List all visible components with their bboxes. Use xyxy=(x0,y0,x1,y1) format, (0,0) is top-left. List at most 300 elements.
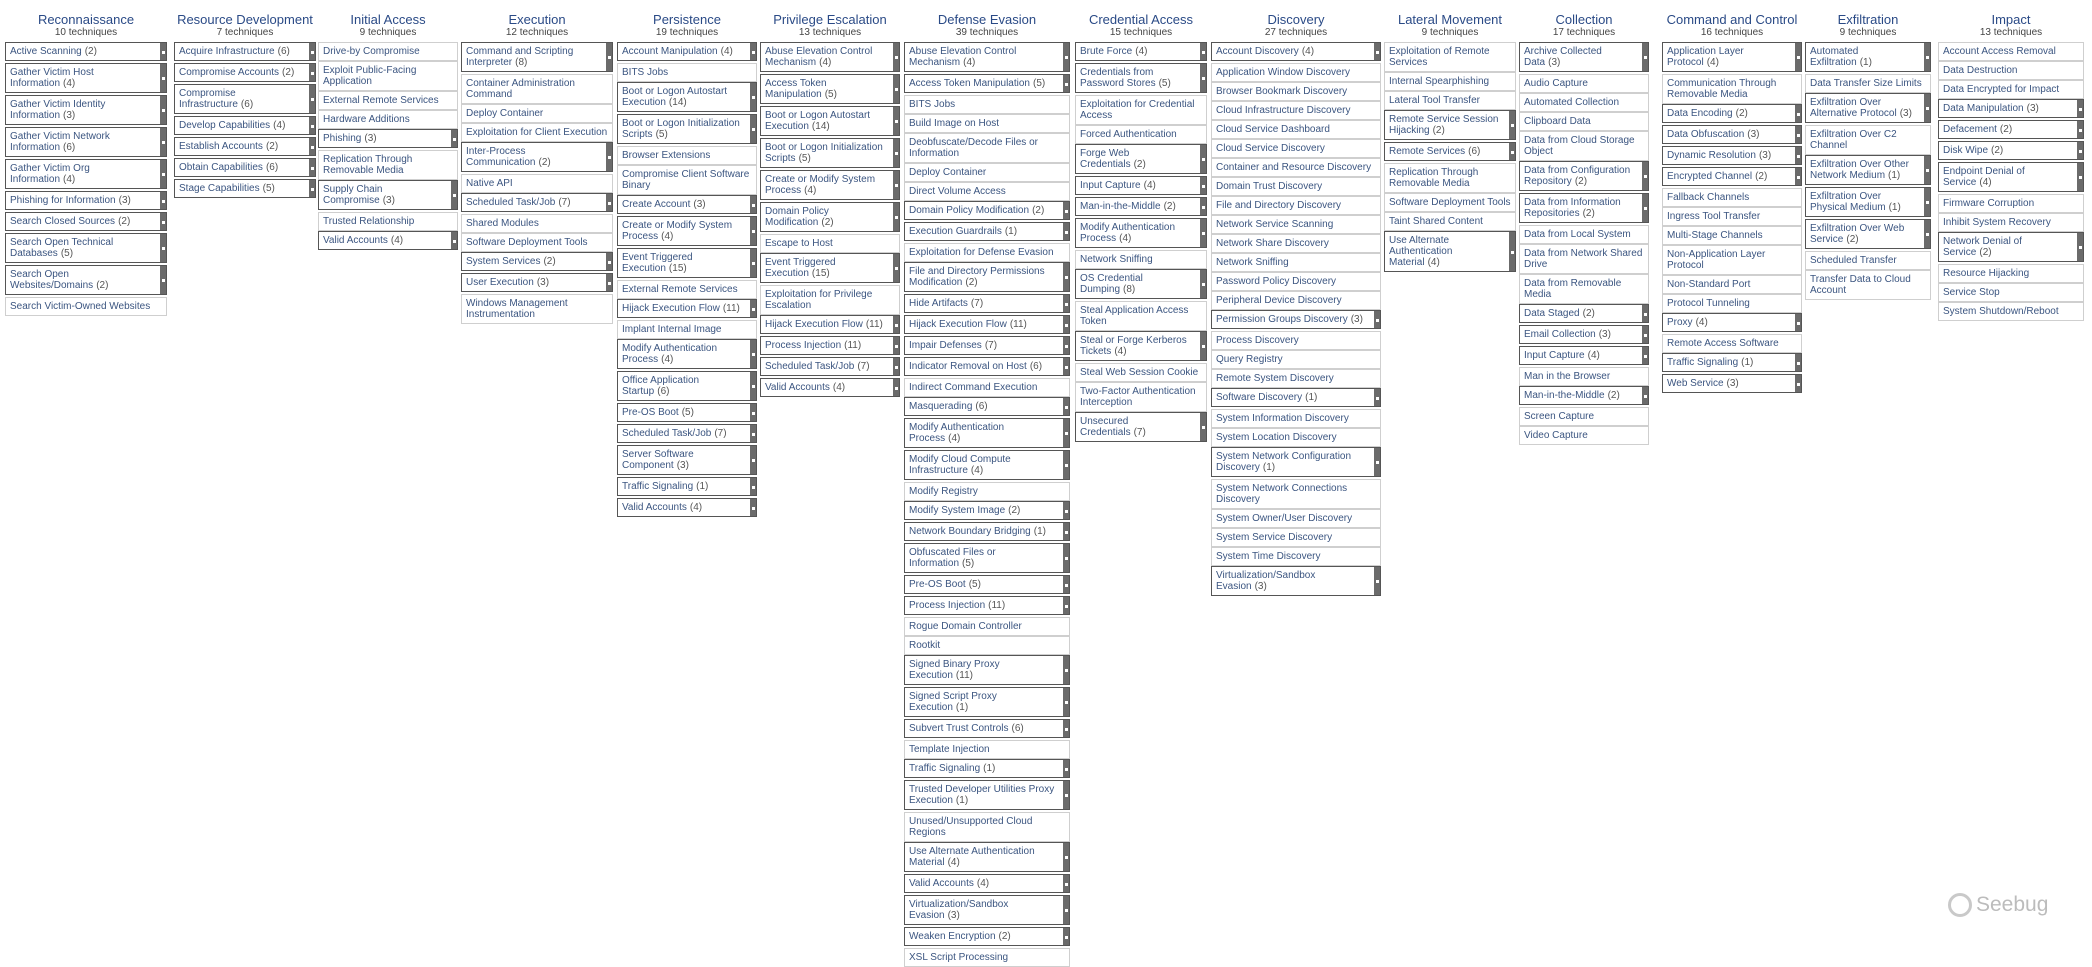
expand-subtechniques-handle[interactable] xyxy=(606,42,613,72)
technique-cell[interactable] xyxy=(1519,42,1649,72)
technique-cell[interactable] xyxy=(1938,141,2084,160)
technique-cell[interactable] xyxy=(1211,253,1381,272)
expand-subtechniques-handle[interactable] xyxy=(2077,162,2084,192)
tactic-name[interactable]: Command and Control xyxy=(1666,12,1798,27)
technique-cell[interactable] xyxy=(1805,155,1931,185)
technique-cell[interactable] xyxy=(904,114,1070,133)
technique-cell[interactable] xyxy=(1211,409,1381,428)
technique-cell[interactable] xyxy=(1938,213,2084,232)
technique-cell[interactable] xyxy=(1938,120,2084,139)
expand-subtechniques-handle[interactable] xyxy=(1374,42,1381,61)
expand-subtechniques-handle[interactable] xyxy=(160,63,167,93)
expand-subtechniques-handle[interactable] xyxy=(750,339,757,369)
technique-cell[interactable] xyxy=(1938,283,2084,302)
technique-cell[interactable] xyxy=(1384,163,1516,193)
technique-cell[interactable] xyxy=(904,201,1070,220)
technique-cell[interactable] xyxy=(904,596,1070,615)
tactic-name[interactable]: Credential Access xyxy=(1088,12,1194,27)
technique-cell[interactable] xyxy=(1938,232,2084,262)
expand-subtechniques-handle[interactable] xyxy=(1063,522,1070,541)
technique-cell[interactable] xyxy=(617,42,757,61)
technique-cell[interactable] xyxy=(760,202,900,232)
technique-cell[interactable] xyxy=(1211,215,1381,234)
expand-subtechniques-handle[interactable] xyxy=(1063,418,1070,448)
technique-cell[interactable] xyxy=(1938,42,2084,61)
technique-cell[interactable] xyxy=(617,114,757,144)
expand-subtechniques-handle[interactable] xyxy=(1642,325,1649,344)
technique-cell[interactable] xyxy=(318,110,458,129)
technique-cell[interactable] xyxy=(904,780,1070,810)
technique-cell[interactable] xyxy=(1519,93,1649,112)
expand-subtechniques-handle[interactable] xyxy=(2077,120,2084,139)
technique-cell[interactable] xyxy=(904,294,1070,313)
expand-subtechniques-handle[interactable] xyxy=(1200,176,1207,195)
expand-subtechniques-handle[interactable] xyxy=(606,142,613,172)
tactic-name[interactable]: Persistence xyxy=(653,12,721,27)
technique-cell[interactable] xyxy=(904,74,1070,93)
technique-cell[interactable] xyxy=(1805,125,1931,155)
technique-cell[interactable] xyxy=(1805,270,1931,300)
expand-subtechniques-handle[interactable] xyxy=(606,273,613,292)
expand-subtechniques-handle[interactable] xyxy=(160,233,167,263)
technique-cell[interactable] xyxy=(904,418,1070,448)
technique-cell[interactable] xyxy=(904,687,1070,717)
technique-cell[interactable] xyxy=(1519,74,1649,93)
technique-cell[interactable] xyxy=(760,357,900,376)
technique-cell[interactable] xyxy=(174,42,316,61)
technique-cell[interactable] xyxy=(5,265,167,295)
technique-cell[interactable] xyxy=(1211,509,1381,528)
technique-cell[interactable] xyxy=(5,63,167,93)
technique-cell[interactable] xyxy=(1211,428,1381,447)
technique-cell[interactable] xyxy=(904,397,1070,416)
technique-cell[interactable] xyxy=(1211,388,1381,407)
technique-cell[interactable] xyxy=(1938,194,2084,213)
technique-cell[interactable] xyxy=(904,378,1070,397)
technique-cell[interactable] xyxy=(1211,101,1381,120)
technique-cell[interactable] xyxy=(904,740,1070,759)
technique-cell[interactable] xyxy=(904,874,1070,893)
expand-subtechniques-handle[interactable] xyxy=(1924,187,1931,217)
technique-cell[interactable] xyxy=(1519,367,1649,386)
expand-subtechniques-handle[interactable] xyxy=(1924,93,1931,123)
expand-subtechniques-handle[interactable] xyxy=(451,129,458,148)
expand-subtechniques-handle[interactable] xyxy=(893,170,900,200)
technique-cell[interactable] xyxy=(904,262,1070,292)
technique-cell[interactable] xyxy=(5,212,167,231)
technique-cell[interactable] xyxy=(617,477,757,496)
technique-cell[interactable] xyxy=(5,233,167,263)
technique-cell[interactable] xyxy=(5,297,167,316)
technique-cell[interactable] xyxy=(1211,331,1381,350)
tactic-name[interactable]: Lateral Movement xyxy=(1397,12,1503,27)
technique-cell[interactable] xyxy=(1384,142,1516,161)
technique-cell[interactable] xyxy=(1384,193,1516,212)
technique-cell[interactable] xyxy=(174,179,316,198)
technique-cell[interactable] xyxy=(174,63,316,82)
technique-cell[interactable] xyxy=(318,42,458,61)
technique-cell[interactable] xyxy=(1662,226,1802,245)
expand-subtechniques-handle[interactable] xyxy=(1795,353,1802,372)
technique-cell[interactable] xyxy=(1519,112,1649,131)
technique-cell[interactable] xyxy=(904,927,1070,946)
technique-cell[interactable] xyxy=(904,482,1070,501)
technique-cell[interactable] xyxy=(1211,291,1381,310)
technique-cell[interactable] xyxy=(617,403,757,422)
expand-subtechniques-handle[interactable] xyxy=(1063,719,1070,738)
technique-cell[interactable] xyxy=(1075,412,1207,442)
technique-cell[interactable] xyxy=(174,116,316,135)
technique-cell[interactable] xyxy=(904,42,1070,72)
expand-subtechniques-handle[interactable] xyxy=(160,42,167,61)
technique-cell[interactable] xyxy=(904,243,1070,262)
technique-cell[interactable] xyxy=(617,339,757,369)
expand-subtechniques-handle[interactable] xyxy=(1200,42,1207,61)
expand-subtechniques-handle[interactable] xyxy=(1642,304,1649,323)
technique-cell[interactable] xyxy=(1075,363,1207,382)
technique-cell[interactable] xyxy=(1075,250,1207,269)
expand-subtechniques-handle[interactable] xyxy=(1200,218,1207,248)
expand-subtechniques-handle[interactable] xyxy=(1063,575,1070,594)
technique-cell[interactable] xyxy=(1805,187,1931,217)
technique-cell[interactable] xyxy=(1384,42,1516,72)
technique-cell[interactable] xyxy=(1075,63,1207,93)
expand-subtechniques-handle[interactable] xyxy=(1200,144,1207,174)
technique-cell[interactable] xyxy=(904,182,1070,201)
expand-subtechniques-handle[interactable] xyxy=(750,371,757,401)
technique-cell[interactable] xyxy=(318,150,458,180)
expand-subtechniques-handle[interactable] xyxy=(1063,895,1070,925)
expand-subtechniques-handle[interactable] xyxy=(893,138,900,168)
tactic-name[interactable]: Execution xyxy=(508,12,566,27)
technique-cell[interactable] xyxy=(904,895,1070,925)
technique-cell[interactable] xyxy=(904,315,1070,334)
expand-subtechniques-handle[interactable] xyxy=(1063,759,1070,778)
technique-cell[interactable] xyxy=(174,84,316,114)
technique-cell[interactable] xyxy=(1662,42,1802,72)
expand-subtechniques-handle[interactable] xyxy=(1642,161,1649,191)
technique-cell[interactable] xyxy=(1211,369,1381,388)
technique-cell[interactable] xyxy=(1384,91,1516,110)
expand-subtechniques-handle[interactable] xyxy=(1063,42,1070,72)
expand-subtechniques-handle[interactable] xyxy=(451,180,458,210)
technique-cell[interactable] xyxy=(904,655,1070,685)
technique-cell[interactable] xyxy=(1662,167,1802,186)
technique-cell[interactable] xyxy=(617,280,757,299)
expand-subtechniques-handle[interactable] xyxy=(1795,313,1802,332)
technique-cell[interactable] xyxy=(760,138,900,168)
expand-subtechniques-handle[interactable] xyxy=(1924,155,1931,185)
expand-subtechniques-handle[interactable] xyxy=(1509,231,1516,272)
tactic-name[interactable]: Reconnaissance xyxy=(37,12,135,27)
technique-cell[interactable] xyxy=(1075,125,1207,144)
expand-subtechniques-handle[interactable] xyxy=(1200,412,1207,442)
expand-subtechniques-handle[interactable] xyxy=(1924,219,1931,249)
technique-cell[interactable] xyxy=(904,543,1070,573)
technique-cell[interactable] xyxy=(617,320,757,339)
expand-subtechniques-handle[interactable] xyxy=(1642,193,1649,223)
technique-cell[interactable] xyxy=(1211,447,1381,477)
technique-cell[interactable] xyxy=(5,95,167,125)
technique-cell[interactable] xyxy=(1384,212,1516,231)
technique-cell[interactable] xyxy=(760,234,900,253)
technique-cell[interactable] xyxy=(760,74,900,104)
expand-subtechniques-handle[interactable] xyxy=(160,159,167,189)
tactic-name[interactable]: Privilege Escalation xyxy=(773,12,887,27)
expand-subtechniques-handle[interactable] xyxy=(1063,74,1070,93)
technique-cell[interactable] xyxy=(760,42,900,72)
expand-subtechniques-handle[interactable] xyxy=(309,84,316,114)
expand-subtechniques-handle[interactable] xyxy=(1063,842,1070,872)
expand-subtechniques-handle[interactable] xyxy=(1063,294,1070,313)
technique-cell[interactable] xyxy=(1519,161,1649,191)
technique-cell[interactable] xyxy=(617,146,757,165)
technique-cell[interactable] xyxy=(1075,197,1207,216)
technique-cell[interactable] xyxy=(5,191,167,210)
technique-cell[interactable] xyxy=(1075,176,1207,195)
expand-subtechniques-handle[interactable] xyxy=(309,179,316,198)
technique-cell[interactable] xyxy=(760,170,900,200)
technique-cell[interactable] xyxy=(617,63,757,82)
expand-subtechniques-handle[interactable] xyxy=(1374,566,1381,596)
technique-cell[interactable] xyxy=(1075,144,1207,174)
technique-cell[interactable] xyxy=(904,575,1070,594)
expand-subtechniques-handle[interactable] xyxy=(606,193,613,212)
technique-cell[interactable] xyxy=(174,137,316,156)
expand-subtechniques-handle[interactable] xyxy=(160,95,167,125)
technique-cell[interactable] xyxy=(1075,269,1207,299)
expand-subtechniques-handle[interactable] xyxy=(750,498,757,517)
expand-subtechniques-handle[interactable] xyxy=(750,403,757,422)
expand-subtechniques-handle[interactable] xyxy=(1063,262,1070,292)
technique-cell[interactable] xyxy=(1211,158,1381,177)
expand-subtechniques-handle[interactable] xyxy=(893,336,900,355)
technique-cell[interactable] xyxy=(904,501,1070,520)
tactic-name[interactable]: Resource Development xyxy=(177,12,313,27)
technique-cell[interactable] xyxy=(1662,245,1802,275)
expand-subtechniques-handle[interactable] xyxy=(1795,146,1802,165)
technique-cell[interactable] xyxy=(1211,272,1381,291)
technique-cell[interactable] xyxy=(904,522,1070,541)
technique-cell[interactable] xyxy=(904,357,1070,376)
technique-cell[interactable] xyxy=(1519,131,1649,161)
technique-cell[interactable] xyxy=(461,273,613,292)
technique-cell[interactable] xyxy=(1519,225,1649,244)
technique-cell[interactable] xyxy=(1075,301,1207,331)
expand-subtechniques-handle[interactable] xyxy=(1063,687,1070,717)
expand-subtechniques-handle[interactable] xyxy=(1063,543,1070,573)
technique-cell[interactable] xyxy=(1075,218,1207,248)
technique-cell[interactable] xyxy=(904,636,1070,655)
technique-cell[interactable] xyxy=(1662,104,1802,123)
expand-subtechniques-handle[interactable] xyxy=(1063,501,1070,520)
technique-cell[interactable] xyxy=(1211,528,1381,547)
expand-subtechniques-handle[interactable] xyxy=(1063,874,1070,893)
technique-cell[interactable] xyxy=(461,104,613,123)
expand-subtechniques-handle[interactable] xyxy=(750,299,757,318)
technique-cell[interactable] xyxy=(1519,304,1649,323)
expand-subtechniques-handle[interactable] xyxy=(1063,450,1070,480)
expand-subtechniques-handle[interactable] xyxy=(893,202,900,232)
expand-subtechniques-handle[interactable] xyxy=(1063,201,1070,220)
technique-cell[interactable] xyxy=(904,812,1070,842)
technique-cell[interactable] xyxy=(1662,294,1802,313)
expand-subtechniques-handle[interactable] xyxy=(1642,346,1649,365)
technique-cell[interactable] xyxy=(1519,386,1649,405)
technique-cell[interactable] xyxy=(1211,42,1381,61)
technique-cell[interactable] xyxy=(760,285,900,315)
expand-subtechniques-handle[interactable] xyxy=(1063,927,1070,946)
technique-cell[interactable] xyxy=(1384,72,1516,91)
expand-subtechniques-handle[interactable] xyxy=(1063,655,1070,685)
tactic-name[interactable]: Collection xyxy=(1555,12,1613,27)
expand-subtechniques-handle[interactable] xyxy=(1063,357,1070,376)
expand-subtechniques-handle[interactable] xyxy=(160,191,167,210)
expand-subtechniques-handle[interactable] xyxy=(1374,388,1381,407)
tactic-name[interactable]: Exfiltration xyxy=(1837,12,1899,27)
technique-cell[interactable] xyxy=(1519,274,1649,304)
expand-subtechniques-handle[interactable] xyxy=(1374,310,1381,329)
expand-subtechniques-handle[interactable] xyxy=(309,116,316,135)
technique-cell[interactable] xyxy=(1805,74,1931,93)
expand-subtechniques-handle[interactable] xyxy=(1642,42,1649,72)
expand-subtechniques-handle[interactable] xyxy=(1200,197,1207,216)
expand-subtechniques-handle[interactable] xyxy=(1509,142,1516,161)
technique-cell[interactable] xyxy=(1211,350,1381,369)
technique-cell[interactable] xyxy=(904,617,1070,636)
expand-subtechniques-handle[interactable] xyxy=(893,315,900,334)
technique-cell[interactable] xyxy=(318,231,458,250)
technique-cell[interactable] xyxy=(904,719,1070,738)
technique-cell[interactable] xyxy=(461,74,613,104)
technique-cell[interactable] xyxy=(1211,310,1381,329)
technique-cell[interactable] xyxy=(318,61,458,91)
expand-subtechniques-handle[interactable] xyxy=(750,216,757,246)
technique-cell[interactable] xyxy=(1938,264,2084,283)
expand-subtechniques-handle[interactable] xyxy=(2077,141,2084,160)
technique-cell[interactable] xyxy=(1211,120,1381,139)
technique-cell[interactable] xyxy=(617,216,757,246)
technique-cell[interactable] xyxy=(1211,63,1381,82)
expand-subtechniques-handle[interactable] xyxy=(606,252,613,271)
expand-subtechniques-handle[interactable] xyxy=(309,137,316,156)
technique-cell[interactable] xyxy=(1938,80,2084,99)
technique-cell[interactable] xyxy=(760,336,900,355)
expand-subtechniques-handle[interactable] xyxy=(309,42,316,61)
technique-cell[interactable] xyxy=(617,498,757,517)
expand-subtechniques-handle[interactable] xyxy=(160,212,167,231)
technique-cell[interactable] xyxy=(617,82,757,112)
expand-subtechniques-handle[interactable] xyxy=(1795,167,1802,186)
technique-cell[interactable] xyxy=(5,159,167,189)
expand-subtechniques-handle[interactable] xyxy=(2077,232,2084,262)
expand-subtechniques-handle[interactable] xyxy=(893,357,900,376)
technique-cell[interactable] xyxy=(904,842,1070,872)
technique-cell[interactable] xyxy=(617,445,757,475)
technique-cell[interactable] xyxy=(1075,331,1207,361)
tactic-name[interactable]: Discovery xyxy=(1267,12,1325,27)
tactic-name[interactable]: Initial Access xyxy=(350,12,426,27)
technique-cell[interactable] xyxy=(617,424,757,443)
technique-cell[interactable] xyxy=(760,106,900,136)
technique-cell[interactable] xyxy=(318,129,458,148)
expand-subtechniques-handle[interactable] xyxy=(1063,397,1070,416)
expand-subtechniques-handle[interactable] xyxy=(1200,331,1207,361)
technique-cell[interactable] xyxy=(1211,234,1381,253)
technique-cell[interactable] xyxy=(461,193,613,212)
expand-subtechniques-handle[interactable] xyxy=(893,42,900,72)
technique-cell[interactable] xyxy=(1938,162,2084,192)
technique-cell[interactable] xyxy=(174,158,316,177)
expand-subtechniques-handle[interactable] xyxy=(160,265,167,295)
expand-subtechniques-handle[interactable] xyxy=(1200,269,1207,299)
technique-cell[interactable] xyxy=(1384,110,1516,140)
technique-cell[interactable] xyxy=(904,95,1070,114)
expand-subtechniques-handle[interactable] xyxy=(1795,125,1802,144)
technique-cell[interactable] xyxy=(760,253,900,283)
technique-cell[interactable] xyxy=(461,252,613,271)
technique-cell[interactable] xyxy=(1075,382,1207,412)
technique-cell[interactable] xyxy=(760,378,900,397)
expand-subtechniques-handle[interactable] xyxy=(1795,104,1802,123)
technique-cell[interactable] xyxy=(904,336,1070,355)
technique-cell[interactable] xyxy=(1519,325,1649,344)
technique-cell[interactable] xyxy=(1519,407,1649,426)
expand-subtechniques-handle[interactable] xyxy=(750,445,757,475)
technique-cell[interactable] xyxy=(1662,74,1802,104)
technique-cell[interactable] xyxy=(318,212,458,231)
expand-subtechniques-handle[interactable] xyxy=(1063,222,1070,241)
technique-cell[interactable] xyxy=(617,165,757,195)
technique-cell[interactable] xyxy=(1662,353,1802,372)
expand-subtechniques-handle[interactable] xyxy=(451,231,458,250)
expand-subtechniques-handle[interactable] xyxy=(1795,42,1802,72)
technique-cell[interactable] xyxy=(461,174,613,193)
expand-subtechniques-handle[interactable] xyxy=(1063,780,1070,810)
expand-subtechniques-handle[interactable] xyxy=(1200,63,1207,93)
technique-cell[interactable] xyxy=(1519,346,1649,365)
expand-subtechniques-handle[interactable] xyxy=(309,158,316,177)
technique-cell[interactable] xyxy=(318,91,458,110)
expand-subtechniques-handle[interactable] xyxy=(750,424,757,443)
expand-subtechniques-handle[interactable] xyxy=(893,106,900,136)
expand-subtechniques-handle[interactable] xyxy=(750,248,757,278)
expand-subtechniques-handle[interactable] xyxy=(1374,447,1381,477)
technique-cell[interactable] xyxy=(1075,42,1207,61)
technique-cell[interactable] xyxy=(1384,231,1516,272)
technique-cell[interactable] xyxy=(1662,374,1802,393)
technique-cell[interactable] xyxy=(1211,566,1381,596)
technique-cell[interactable] xyxy=(461,42,613,72)
technique-cell[interactable] xyxy=(318,180,458,210)
technique-cell[interactable] xyxy=(1211,177,1381,196)
tactic-name[interactable]: Impact xyxy=(1991,12,2031,27)
expand-subtechniques-handle[interactable] xyxy=(750,477,757,496)
technique-cell[interactable] xyxy=(1938,99,2084,118)
technique-cell[interactable] xyxy=(1938,302,2084,321)
technique-cell[interactable] xyxy=(904,948,1070,967)
expand-subtechniques-handle[interactable] xyxy=(750,42,757,61)
technique-cell[interactable] xyxy=(1662,125,1802,144)
technique-cell[interactable] xyxy=(461,142,613,172)
technique-cell[interactable] xyxy=(1662,146,1802,165)
technique-cell[interactable] xyxy=(617,195,757,214)
technique-cell[interactable] xyxy=(904,133,1070,163)
tactic-name[interactable]: Defense Evasion xyxy=(937,12,1037,27)
technique-cell[interactable] xyxy=(1075,95,1207,125)
technique-cell[interactable] xyxy=(1662,207,1802,226)
technique-cell[interactable] xyxy=(1211,479,1381,509)
